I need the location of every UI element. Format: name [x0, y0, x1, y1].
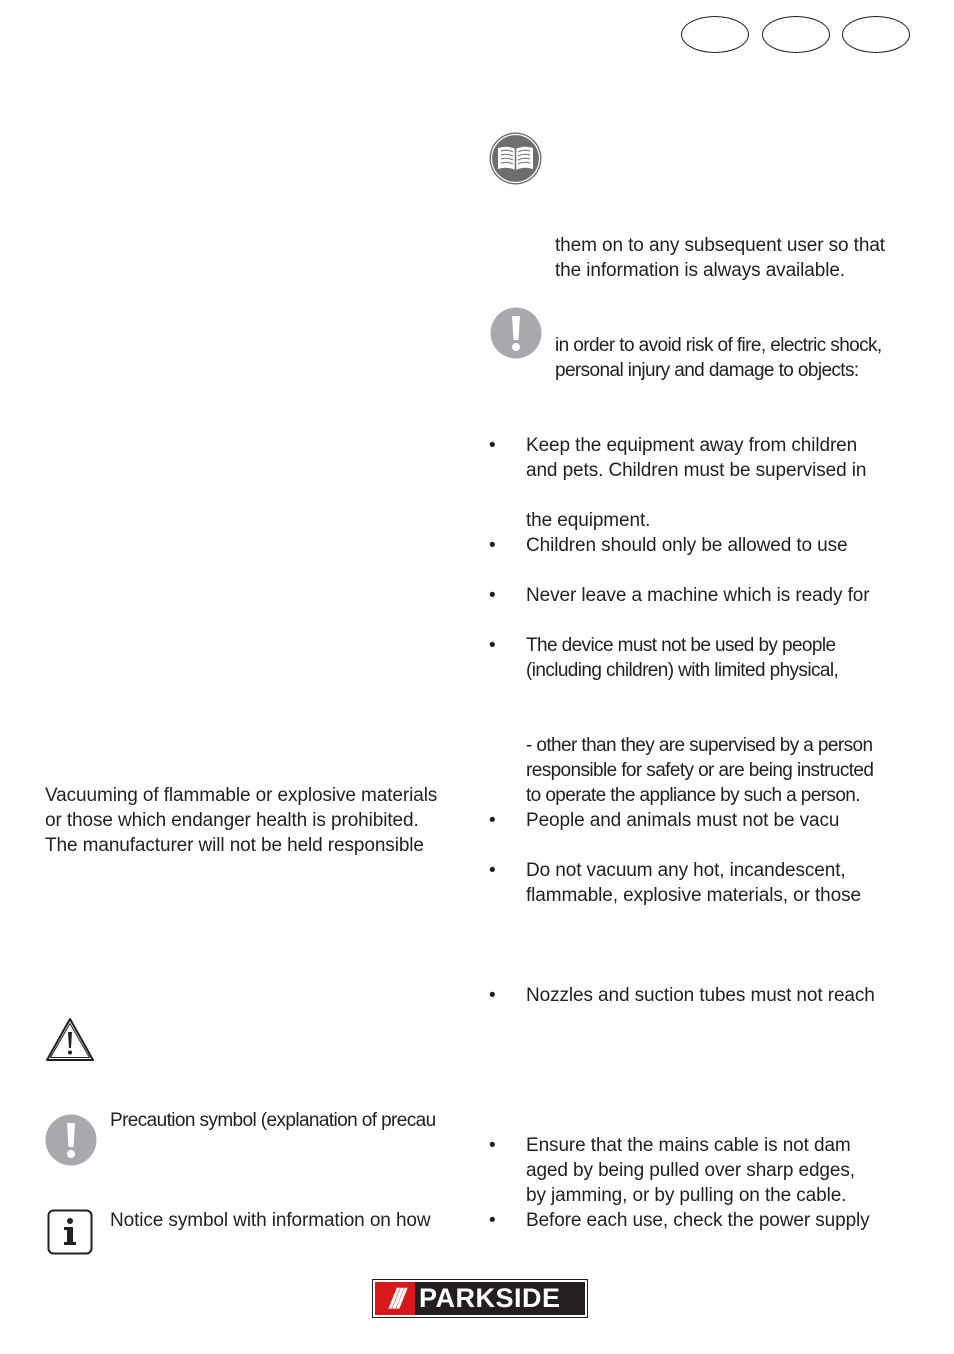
manual-note-line: them on to any subsequent user so that: [555, 235, 885, 256]
logo-stripes-glyphs: ///: [387, 1283, 405, 1314]
safety-bullet-line: The device must not be used by people: [526, 635, 836, 656]
safety-bullet-line: Keep the equipment away from children: [526, 435, 858, 456]
intended-use-line: Vacuuming of flammable or explosive materials: [45, 785, 438, 806]
info-icon: [47, 1209, 93, 1261]
intended-use-line: The manufacturer will not be held responsible: [45, 835, 424, 856]
bullet-glyph: •: [489, 985, 496, 1006]
bullet-glyph: •: [489, 1135, 496, 1156]
bullet-glyph: •: [489, 585, 496, 606]
safety-bullet-line: (including children) with limited physical,: [526, 660, 839, 681]
intended-use-line: or those which endanger health is prohibited.: [45, 810, 419, 831]
exclamation-icon: [490, 307, 542, 365]
bullet-glyph: •: [489, 435, 496, 456]
bullet-glyph: •: [489, 810, 496, 831]
safety-bullet-line: and pets. Children must be supervised in: [526, 460, 867, 481]
safety-bullet-line: to operate the appliance by such a person.: [526, 785, 860, 806]
safety-bullet-line: Nozzles and suction tubes must not reach: [526, 985, 875, 1006]
safety-bullet-line: responsible for safety or are being instructed: [526, 760, 874, 781]
notice-symbol-text: Notice symbol with information on how: [110, 1210, 431, 1231]
logo-wordmark: PARKSIDE: [419, 1283, 561, 1313]
bullet-glyph: •: [489, 535, 496, 556]
safety-bullet-line: Never leave a machine which is ready for: [526, 585, 870, 606]
safety-bullet-line: People and animals must not be vacu: [526, 810, 840, 831]
bullet-glyph: •: [489, 860, 496, 881]
safety-bullet-line: Ensure that the mains cable is not dam: [526, 1135, 851, 1156]
warning-intro-line: in order to avoid risk of fire, electric shock,: [555, 335, 882, 356]
precaution-symbol-text: Precaution symbol (explanation of precau: [110, 1110, 436, 1131]
safety-bullet-line: aged by being pulled over sharp edges,: [526, 1160, 855, 1181]
safety-bullet-line: Before each use, check the power supply: [526, 1210, 870, 1231]
language-badge-3: [842, 16, 910, 53]
safety-bullet-line: - other than they are supervised by a person: [526, 735, 873, 756]
bullet-glyph: •: [489, 635, 496, 656]
exclamation-icon: [45, 1114, 97, 1172]
safety-bullet-line: Children should only be allowed to use: [526, 535, 848, 556]
language-badge-1: [681, 16, 749, 53]
manual-note-line: the information is always available.: [555, 260, 845, 281]
warning-triangle-icon: [45, 1017, 95, 1069]
safety-bullet-line: Do not vacuum any hot, incandescent,: [526, 860, 846, 881]
book-icon: [489, 132, 542, 191]
safety-bullet-line: the equipment.: [526, 510, 651, 531]
bullet-glyph: •: [489, 1210, 496, 1231]
safety-bullet-line: by jamming, or by pulling on the cable.: [526, 1185, 847, 1206]
safety-bullet-line: flammable, explosive materials, or those: [526, 885, 861, 906]
language-badge-2: [762, 16, 830, 53]
warning-intro-line: personal injury and damage to objects:: [555, 360, 859, 381]
parkside-logo: [373, 1280, 587, 1317]
